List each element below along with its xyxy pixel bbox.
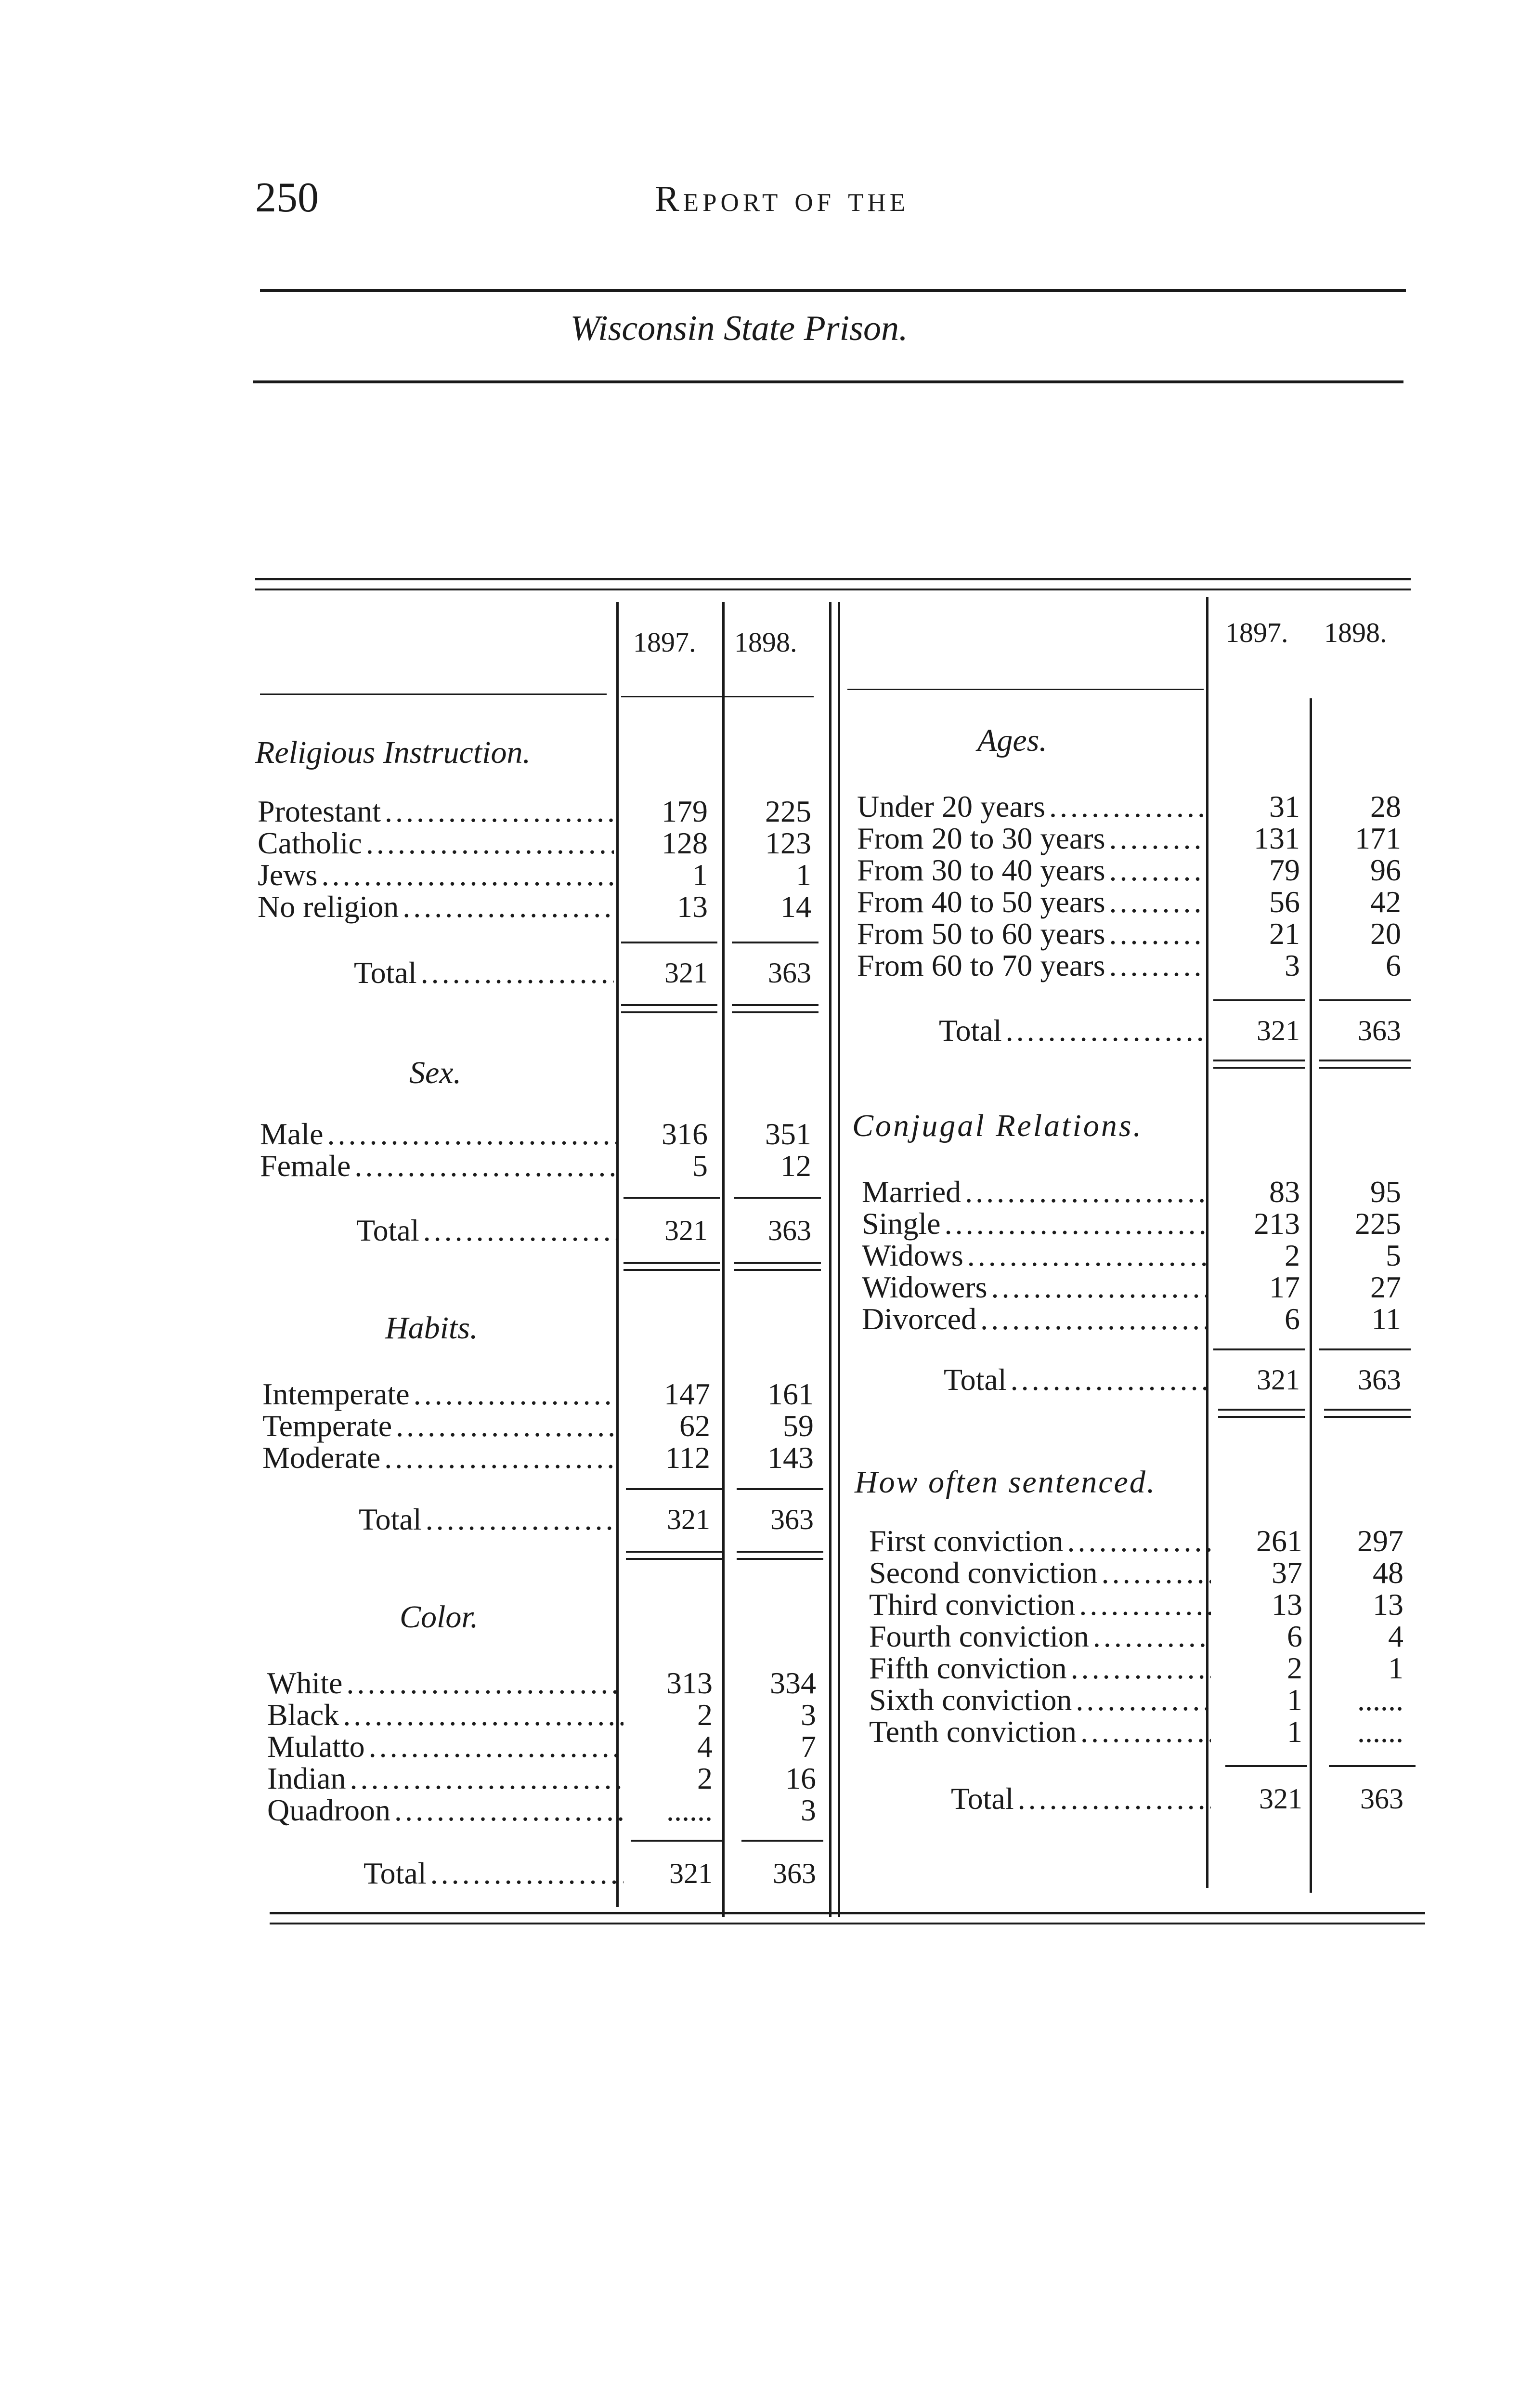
table-row	[258, 795, 859, 828]
col-header-1898-right: 1898.	[1324, 617, 1387, 648]
table-row	[267, 1698, 869, 1732]
subtotal-rule	[1213, 999, 1305, 1001]
row-label: Mulatto	[267, 1730, 365, 1764]
value-1898: 161	[767, 1377, 814, 1411]
value-1898: 13	[1373, 1587, 1403, 1622]
row-label: Protestant	[258, 795, 381, 828]
value-1898: 143	[767, 1440, 814, 1475]
total-1898: 363	[1358, 1364, 1401, 1396]
row-label: Jews	[258, 858, 318, 892]
total-label: Total	[939, 1014, 1002, 1047]
table-row	[857, 853, 1435, 887]
total-rule	[732, 1011, 818, 1013]
total-1898: 363	[768, 1215, 811, 1246]
value-1898: 297	[1357, 1524, 1403, 1558]
total-row	[267, 1857, 869, 1890]
section-heading-habits: Habits.	[385, 1310, 478, 1346]
col-header-1897-right: 1897.	[1225, 617, 1288, 648]
value-1898: 5	[1386, 1238, 1401, 1272]
table-row	[857, 917, 1435, 951]
table-head-rule-left	[260, 694, 607, 695]
total-label: Total	[944, 1363, 1007, 1397]
value-1898: 1	[796, 858, 811, 892]
table-row	[857, 790, 1435, 824]
value-1897: 21	[1269, 916, 1300, 951]
total-rule	[1218, 1409, 1305, 1411]
table-row	[857, 885, 1435, 919]
total-rule	[621, 1004, 717, 1006]
value-1897: 131	[1254, 821, 1300, 855]
value-1897: 213	[1254, 1206, 1300, 1241]
total-label: Total	[356, 1214, 419, 1247]
table-bottom-rule-2	[270, 1923, 1425, 1924]
row-label: Single	[862, 1207, 941, 1241]
row-label: Intemperate	[262, 1377, 410, 1411]
subtotal-rule	[1319, 999, 1411, 1001]
value-1897: 313	[666, 1666, 713, 1700]
table-row	[862, 1239, 1440, 1272]
value-1898: 96	[1370, 853, 1401, 887]
table-row	[869, 1588, 1447, 1622]
col-header-1898-left: 1898.	[734, 627, 797, 658]
page-subtitle: Wisconsin State Prison.	[570, 309, 908, 348]
row-label: Tenth conviction	[869, 1715, 1077, 1749]
value-1897: 31	[1269, 789, 1300, 824]
table-row	[857, 822, 1435, 855]
row-label: From 40 to 50 years	[857, 885, 1105, 919]
total-1897: 321	[667, 1504, 710, 1535]
total-row	[258, 956, 859, 990]
value-1897: 62	[679, 1409, 710, 1443]
row-label: From 50 to 60 years	[857, 917, 1105, 951]
table-row	[262, 1441, 864, 1475]
section-heading-color: Color.	[400, 1599, 479, 1635]
total-rule	[1213, 1067, 1305, 1069]
total-1897: 321	[1259, 1783, 1302, 1815]
value-1898: 59	[783, 1409, 814, 1443]
row-label: Quadroon	[267, 1793, 390, 1827]
value-1898: 7	[801, 1729, 816, 1764]
total-rule	[624, 1262, 720, 1264]
value-1897: 2	[697, 1698, 713, 1732]
row-label: Temperate	[262, 1409, 392, 1443]
row-label: Fourth conviction	[869, 1620, 1089, 1653]
total-1898: 363	[768, 957, 811, 989]
value-1898: 11	[1371, 1302, 1401, 1336]
value-1898: 20	[1370, 916, 1401, 951]
subtotal-rule	[624, 1197, 720, 1199]
value-1897: 5	[692, 1149, 708, 1183]
value-1898: ......	[1357, 1683, 1403, 1717]
section-heading-conjugal: Conjugal Relations.	[852, 1108, 1143, 1143]
total-row	[862, 1363, 1440, 1397]
value-1897: 13	[677, 890, 708, 924]
table-row	[267, 1666, 869, 1700]
value-1898: 4	[1388, 1619, 1403, 1653]
table-row	[267, 1793, 869, 1827]
value-1898: 123	[765, 826, 811, 860]
total-1897: 321	[1257, 1364, 1300, 1396]
total-rule	[1218, 1416, 1305, 1418]
section-heading-religious: Religious Instruction.	[255, 735, 531, 770]
table-head-rule-years-left	[621, 696, 814, 697]
total-rule	[734, 1262, 821, 1264]
table-row	[258, 890, 859, 924]
value-1898: 3	[801, 1793, 816, 1827]
table-row	[260, 1149, 862, 1183]
subtotal-rule	[737, 1488, 823, 1490]
table-row	[262, 1409, 864, 1443]
value-1898: 225	[765, 794, 811, 828]
value-1897: 17	[1269, 1270, 1300, 1304]
subtotal-rule	[1329, 1765, 1416, 1767]
total-1898: 363	[770, 1504, 814, 1535]
table-row	[258, 858, 859, 892]
value-1897: 13	[1272, 1587, 1302, 1622]
total-1897: 321	[1257, 1015, 1300, 1047]
subtotal-rule	[1319, 1348, 1411, 1350]
col-header-1897-left: 1897.	[633, 627, 696, 658]
table-row	[869, 1651, 1447, 1685]
table-row	[862, 1270, 1440, 1304]
total-1897: 321	[669, 1858, 713, 1889]
row-label: From 20 to 30 years	[857, 822, 1105, 855]
value-1897: 147	[664, 1377, 710, 1411]
value-1897: 37	[1272, 1556, 1302, 1590]
row-label: Widows	[862, 1239, 963, 1272]
total-1898: 363	[773, 1858, 816, 1889]
total-rule	[1319, 1067, 1411, 1069]
value-1897: 1	[692, 858, 708, 892]
row-label: Moderate	[262, 1441, 381, 1475]
row-label: White	[267, 1666, 343, 1700]
total-row	[262, 1503, 864, 1536]
total-rule	[626, 1558, 722, 1560]
subtotal-rule	[741, 1840, 823, 1842]
total-label: Total	[364, 1857, 427, 1890]
value-1898: 27	[1370, 1270, 1401, 1304]
total-row	[260, 1214, 862, 1247]
subtotal-rule	[732, 942, 818, 943]
subtotal-rule	[626, 1488, 722, 1490]
row-label: Under 20 years	[857, 790, 1045, 824]
table-bottom-rule-1	[270, 1912, 1425, 1914]
total-rule	[626, 1551, 722, 1553]
value-1897: 112	[665, 1440, 710, 1475]
row-label: Female	[260, 1149, 351, 1183]
table-row	[267, 1762, 869, 1795]
total-rule	[732, 1004, 818, 1006]
total-row	[857, 1014, 1435, 1047]
row-label: Married	[862, 1175, 961, 1209]
value-1897: 4	[697, 1729, 713, 1764]
table-row	[857, 949, 1435, 982]
value-1897: 2	[697, 1761, 713, 1795]
page-number: 250	[255, 174, 319, 221]
row-label: Indian	[267, 1762, 346, 1795]
section-heading-sentenced: How often sentenced.	[855, 1465, 1156, 1500]
running-head: Report of the	[655, 179, 909, 219]
value-1898: 16	[785, 1761, 816, 1795]
value-1898: ......	[1357, 1714, 1403, 1749]
total-rule	[1324, 1409, 1411, 1411]
total-label: Total	[359, 1503, 422, 1536]
section-heading-sex: Sex.	[409, 1055, 462, 1090]
total-label: Total	[951, 1782, 1014, 1816]
total-rule	[737, 1558, 823, 1560]
table-row	[869, 1620, 1447, 1653]
table-head-rule-right	[847, 689, 1204, 690]
table-row	[258, 826, 859, 860]
table-row	[869, 1683, 1447, 1717]
subtotal-rule	[621, 942, 717, 943]
total-label: Total	[354, 956, 417, 990]
total-rule	[734, 1269, 821, 1271]
section-heading-ages: Ages.	[977, 723, 1047, 758]
row-label: No religion	[258, 890, 399, 924]
value-1897: 83	[1269, 1175, 1300, 1209]
table-row	[862, 1207, 1440, 1241]
row-label: Black	[267, 1698, 339, 1732]
value-1897: 128	[662, 826, 708, 860]
table-row	[862, 1175, 1440, 1209]
total-1898: 363	[1358, 1015, 1401, 1047]
value-1898: 334	[770, 1666, 816, 1700]
total-rule	[1319, 1060, 1411, 1061]
value-1897: 261	[1256, 1524, 1302, 1558]
table-row	[869, 1524, 1447, 1558]
value-1897: 2	[1285, 1238, 1300, 1272]
value-1897: 6	[1287, 1619, 1302, 1653]
row-label: Third conviction	[869, 1588, 1076, 1622]
table-top-rule-2	[255, 589, 1411, 590]
value-1897: 179	[662, 794, 708, 828]
row-label: First conviction	[869, 1524, 1064, 1558]
row-label: From 60 to 70 years	[857, 949, 1105, 982]
value-1898: 12	[780, 1149, 811, 1183]
subtotal-rule	[1225, 1765, 1307, 1767]
row-label: Second conviction	[869, 1556, 1098, 1590]
table-row	[869, 1556, 1447, 1590]
row-label: Fifth conviction	[869, 1651, 1067, 1685]
value-1897: 6	[1285, 1302, 1300, 1336]
row-label: Widowers	[862, 1270, 987, 1304]
table-row	[869, 1715, 1447, 1749]
value-1898: 48	[1373, 1556, 1403, 1590]
value-1898: 14	[780, 890, 811, 924]
value-1897: 3	[1285, 948, 1300, 982]
row-label: Male	[260, 1117, 324, 1151]
value-1898: 95	[1370, 1175, 1401, 1209]
total-rule	[1213, 1060, 1305, 1061]
value-1898: 171	[1355, 821, 1401, 855]
value-1898: 1	[1388, 1651, 1403, 1685]
total-rule	[621, 1011, 717, 1013]
value-1897: 1	[1287, 1683, 1302, 1717]
value-1898: 42	[1370, 885, 1401, 919]
row-label: Divorced	[862, 1302, 977, 1336]
table-row	[862, 1302, 1440, 1336]
header-rule-top	[260, 289, 1406, 292]
table-row	[267, 1730, 869, 1764]
value-1897: 56	[1269, 885, 1300, 919]
value-1898: 28	[1370, 789, 1401, 824]
value-1897: 79	[1269, 853, 1300, 887]
total-1898: 363	[1360, 1783, 1403, 1815]
subtotal-rule	[1213, 1348, 1305, 1350]
value-1898: 225	[1355, 1206, 1401, 1241]
total-rule	[1324, 1416, 1411, 1418]
value-1897: ......	[666, 1793, 713, 1827]
total-rule	[737, 1551, 823, 1553]
table-row	[262, 1377, 864, 1411]
value-1898: 351	[765, 1117, 811, 1151]
table-top-rule-1	[255, 578, 1411, 580]
total-1897: 321	[664, 1215, 708, 1246]
value-1898: 6	[1386, 948, 1401, 982]
row-label: Sixth conviction	[869, 1683, 1072, 1717]
total-rule	[624, 1269, 720, 1271]
subtotal-rule	[734, 1197, 821, 1199]
total-1897: 321	[664, 957, 708, 989]
row-label: From 30 to 40 years	[857, 853, 1105, 887]
value-1897: 316	[662, 1117, 708, 1151]
subtotal-rule	[631, 1840, 722, 1842]
total-row	[869, 1782, 1447, 1816]
value-1897: 2	[1287, 1651, 1302, 1685]
header-rule-bottom	[253, 380, 1403, 383]
value-1897: 1	[1287, 1714, 1302, 1749]
row-label: Catholic	[258, 826, 362, 860]
table-row	[260, 1117, 862, 1151]
value-1898: 3	[801, 1698, 816, 1732]
